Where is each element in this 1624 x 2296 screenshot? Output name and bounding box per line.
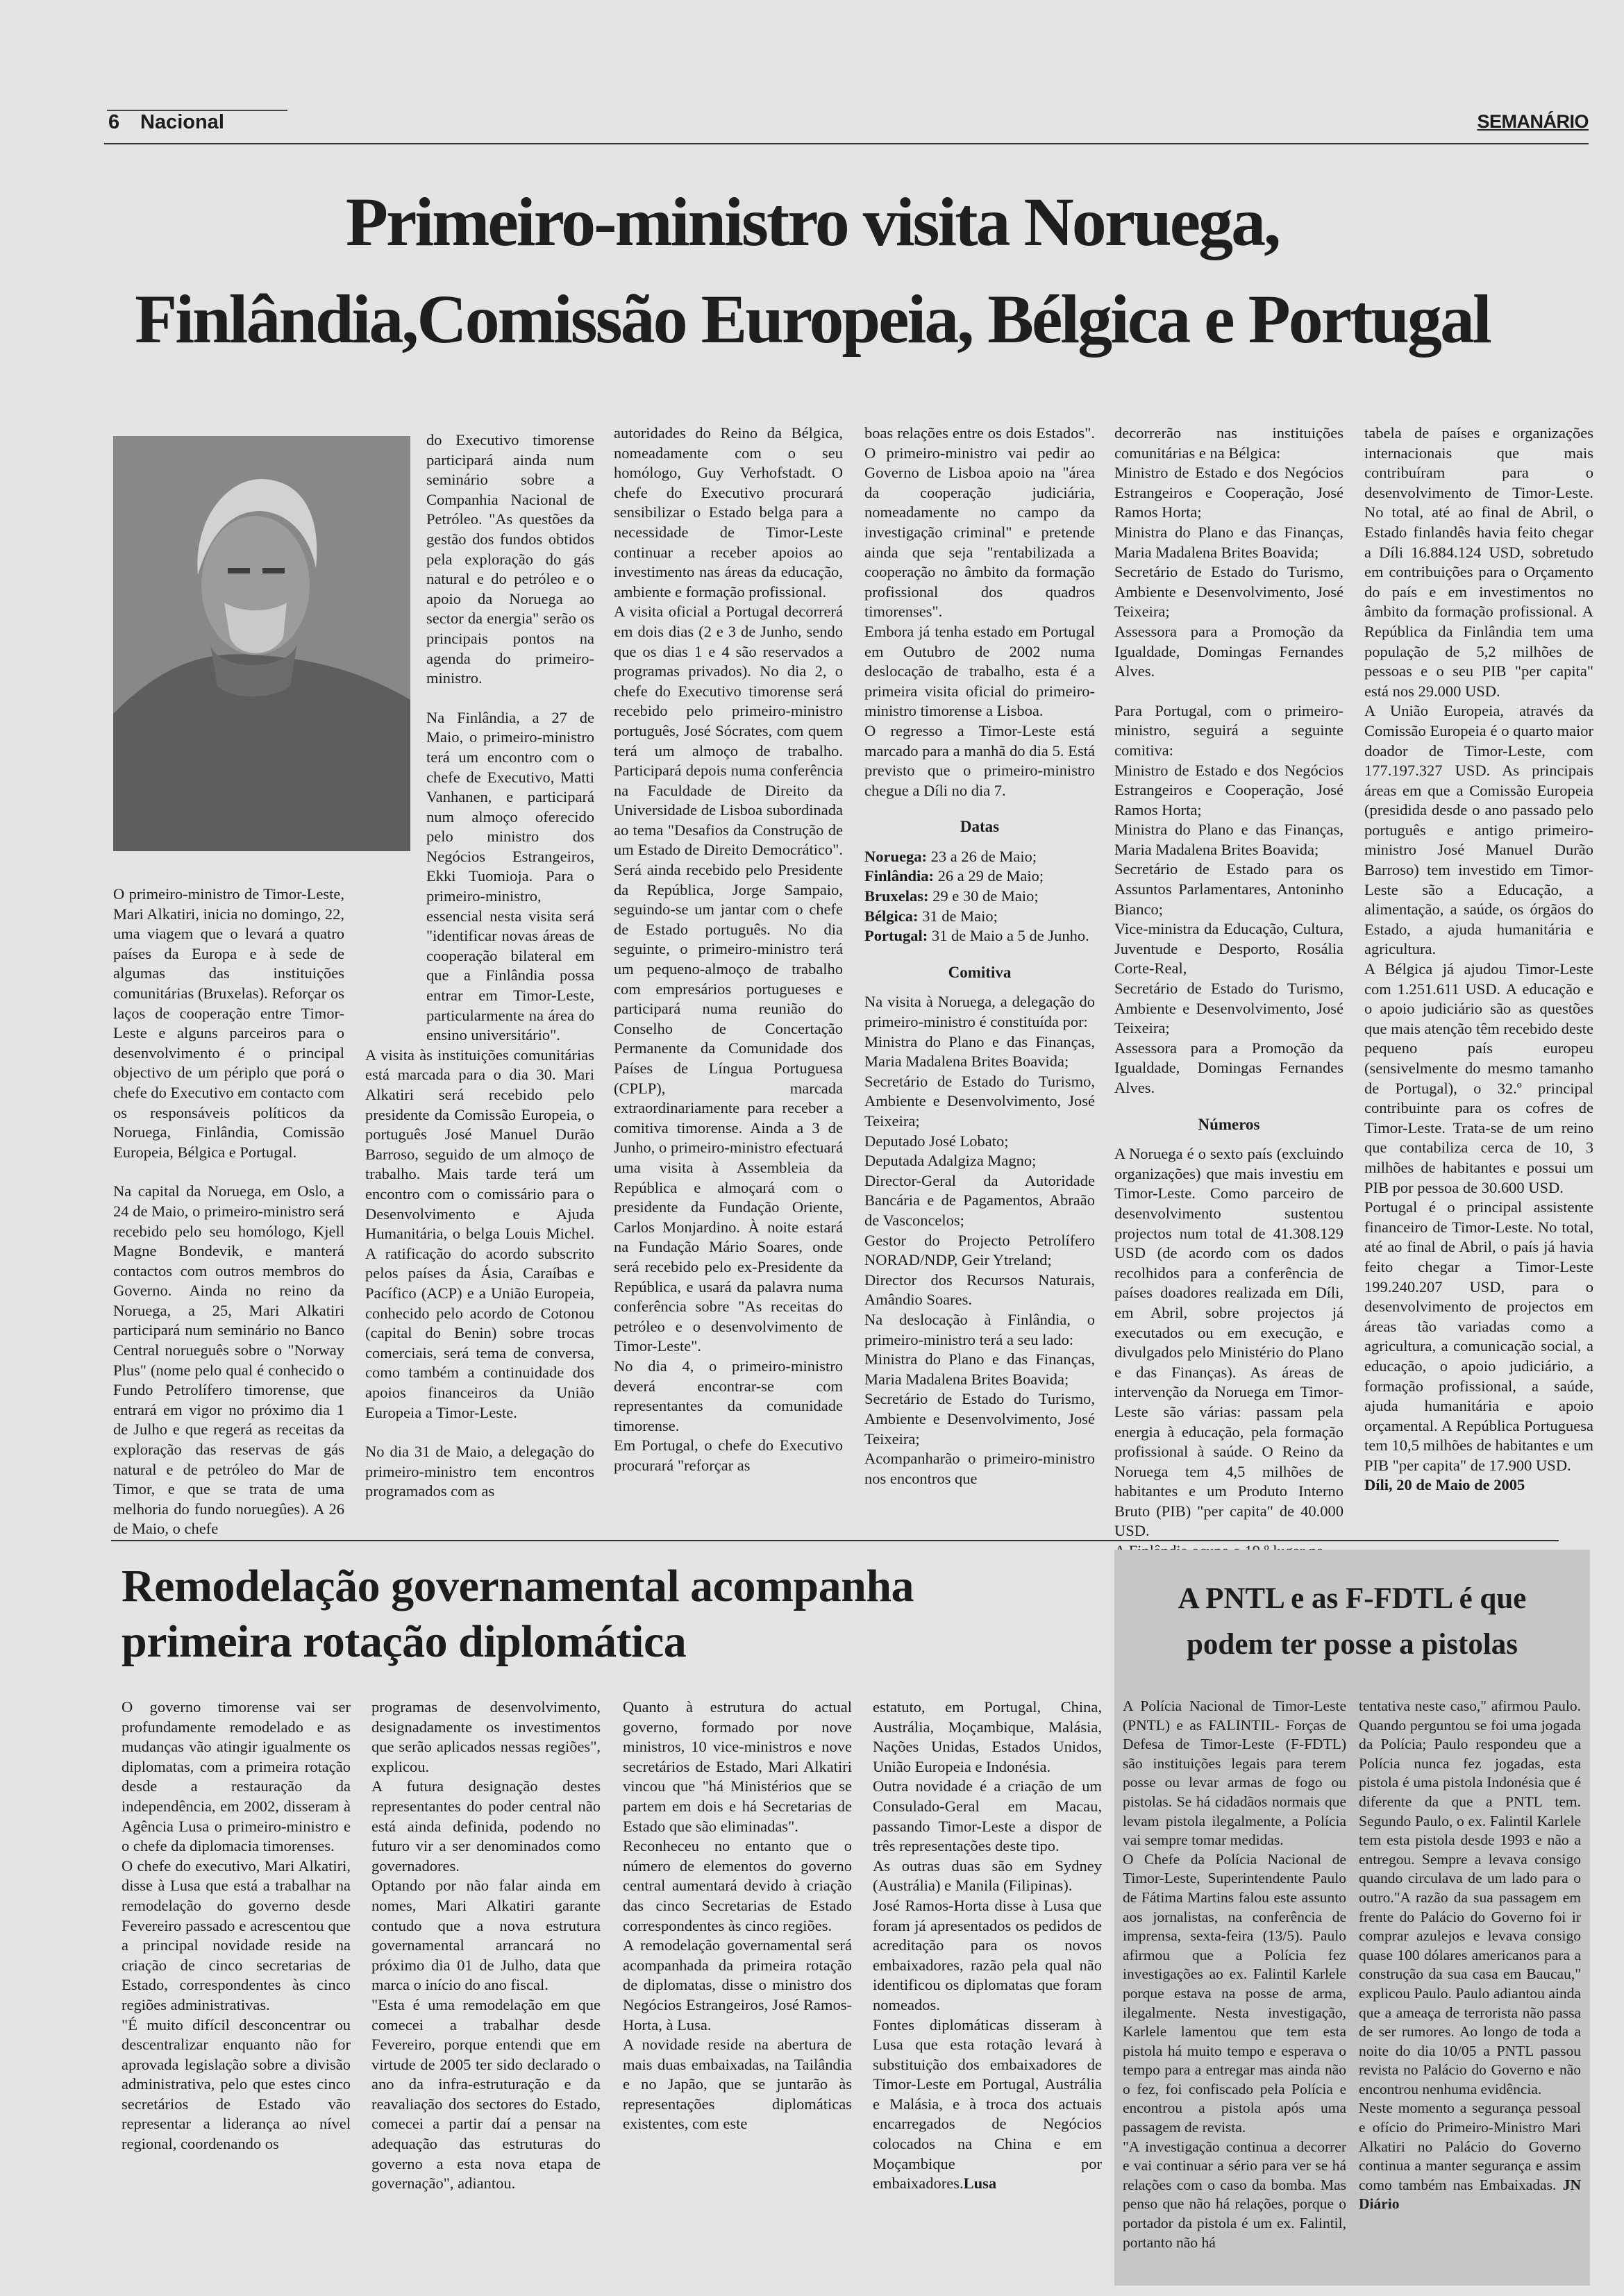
main-column-2	[365, 430, 594, 1502]
list-item: Director-Geral da Autoridade Bancária e de Pagamentos, Abraão de Vasconcelos;	[864, 1171, 1095, 1229]
boxed-article	[1114, 1550, 1590, 2286]
list-item: Deputada Adalgiza Magno;	[864, 1152, 1037, 1170]
list-item: Deputado José Lobato;	[864, 1132, 1009, 1150]
paragraph: A visita às instituições comunitárias está marcada para o dia 30. Mari Alkatiri será recebido pelo presidente da Comissão Europeia, o português José Manuel Durão Barroso, seguido de um almoço de trabalho. Mais tarde terá um encontro com o comissário para o Desenvolvimento e Ajuda Humanitária, o belga Louis Michel. A ratificação do acordo subscrito pelos países da Ásia, Caraíbas e Pacífico (ACP) e a União Europeia, conhecido pelo acordo de Cotonou (capital do Benin) sobre trocas comerciais, será tema de conversa, como também a continuidade dos apoios financeiros da União Europeia a Timor-Leste.	[365, 1046, 594, 1421]
section-divider	[111, 1540, 1559, 1541]
paragraph: A Bélgica já ajudou Timor-Leste com 1.251.611 USD. A educação e o apoio judiciário são as questões que mais atenção têm recebido deste pequeno país europeu (sensivelmente do mesmo tamanho de Portugal), o 32.º principal contribuinte para os cofres de Timor-Leste. Trata-se de um reino que contabiliza cerca de 10, 3 milhões de habitantes e possui um PIB por pessoa de 30.600 USD.	[1364, 960, 1593, 1196]
main-column-1	[113, 885, 344, 1539]
paragraph: No dia 31 de Maio, a delegação do primeiro-ministro tem encontros programados com as	[365, 1443, 594, 1500]
list-item: Vice-ministra da Educação, Cultura, Juventude e Desporto, Rosália Corte-Real,	[1114, 920, 1343, 978]
list-item: Assessora para a Promoção da Igualdade, Domingas Fernandes Alves.	[1114, 1039, 1343, 1096]
paragraph: As outras duas são em Sydney (Austrália) e Manila (Filipinas).	[873, 1857, 1102, 1895]
paragraph: tabela de países e organizações internacionais que mais contribuíram para o desenvolvimento de Timor-Leste. No total, até ao final de Abril, o Estado finlandês havia feito chegar a Díli 16.884.124 USD, sobretudo em contribuições para o Orçamento do país e em investimentos no âmbito da formação profissional. A República da Finlândia tem uma população de 5,2 milhões de pessoas e o seu PIB "per capita" está nos 29.000 USD.	[1364, 424, 1593, 700]
paragraph: Embora já tenha estado em Portugal em Outubro de 2002 numa deslocação de trabalho, esta é a primeira visita oficial do primeiro-ministro timorense a Lisboa.	[864, 622, 1095, 720]
main-column-5	[1114, 424, 1343, 1561]
paragraph: O regresso a Timor-Leste está marcado para a manhã do dia 5. Está previsto que o primeiro-ministro chegue a Díli no dia 7.	[864, 721, 1095, 799]
paragraph: Fontes diplomáticas disseram à Lusa que esta rotação levará à substituição dos embaixadores de Timor-Leste em Portugal, Austrália e Malásia, e à troca dos actuais encarregados de Negócios colocados na China e em Moçambique por embaixadores.Lusa	[873, 2016, 1102, 2193]
datas-item: Finlândia: 26 a 29 de Maio;	[864, 867, 1044, 885]
paragraph: Na capital da Noruega, em Oslo, a 24 de Maio, o primeiro-ministro será recebido pelo seu homólogo, Kjell Magne Bondevik, e manterá contactos com outros membros do Governo. Ainda no reino da Noruega, a 25, Mari Alkatiri participará num seminário no Banco Central norueguês sobre o "Norway Plus" (nome pelo qual é conhecido o Fundo Petrolífero timorense, que entrará em vigor no próximo dia 1 de Julho e que regerá as receitas da exploração das reservas de gás natural e de petróleo do Mar de Timor, e que se trata de uma melhoria do fundo noruegûes). A 26 de Maio, o chefe	[113, 1182, 344, 1538]
main-column-3	[614, 424, 843, 1475]
second-column-1	[122, 1698, 351, 2154]
paragraph: Na Finlândia, a 27 de Maio, o primeiro-ministro terá um encontro com o chefe de Executivo, Matti Vanhanen, e participará num almoço oferecido pelo ministro dos Negócios Estrangeiros, Ekki Tuomioja. Para o primeiro-ministro, essencial nesta visita será "identificar novas áreas de cooperação bilateral em que a Finlândia possa entrar em Timor-Leste, particularmente na área do ensino universitário".	[426, 708, 594, 1044]
paragraph: do Executivo timorense participará ainda num seminário sobre a Companhia Nacional de Petróleo. "As questões da gestão dos fundos obtidos pela exploração do gás natural e do petróleo e o apoio da Noruega ao sector da energia" serão os principais pontos na agenda do primeiro-ministro.	[426, 431, 594, 687]
paragraph: A visita oficial a Portugal decorrerá em dois dias (2 e 3 de Junho, sendo que os dias 1 e 4 são reservados a programas privados). No dia 2, o chefe do Executivo timorense será recebido pelo primeiro-ministro português, José Sócrates, com quem terá um almoço de trabalho. Participará depois numa conferência na Faculdade de Direito da Universidade de Lisboa subordinada ao tema "Desafios da Construção de um Estado de Direito Democrático". Será ainda recebido pelo Presidente da República, Jorge Sampaio, seguindo-se um jantar com o chefe de Estado português. No dia seguinte, o primeiro-ministro terá um pequeno-almoço de trabalho com empresários portugueses e participará numa reunião do Conselho de Concertação Permanente da Comunidade dos Países de Língua Portuguesa (CPLP), marcada extraordinariamente para receber a comitiva timorense. Ainda a 3 de Junho, o primeiro-ministro efectuará uma visita à Assembleia da República e almoçará com o presidente da Fundação Oriente, Carlos Monjardino. À noite estará na Fundação Mário Soares, onde será recebido pelo ex-Presidente da República, e usará da palavra numa conferência sobre "As receitas do petróleo e o desenvolvimento de Timor-Leste".	[614, 603, 843, 1355]
second-column-4	[873, 1698, 1102, 2194]
page-header	[104, 110, 1589, 144]
list-item: Secretário de Estado do Turismo, Ambiente e Desenvolvimento, José Teixeira;	[1114, 563, 1343, 621]
paragraph: Acompanharão o primeiro-ministro nos encontros que	[864, 1450, 1095, 1487]
box-headline-line2: podem ter posse a pistolas	[1186, 1628, 1518, 1661]
box-column-1	[1123, 1697, 1346, 2252]
paragraph: "A investigação continua a decorrer e vai continuar a sério para ver se há relações com o caso da bomba. Mas penso que não há relações, porque o portador da pistola é um ex. Falintil, portanto não há	[1123, 2138, 1346, 2251]
paragraph: Portugal é o principal assistente financeiro de Timor-Leste. No total, até ao final de Abril, o país já havia feito chegar a Timor-Leste 199.240.207 USD, para o desenvolvimento de projectos em áreas tão variadas como a agricultura, a comunicação social, a educação, o apoio judiciário, a formação profissional, a saúde, ajuda humanitária e apoio orçamental. A República Portuguesa tem 10,5 milhões de habitantes e um PIB "per capita" de 17.900 USD.	[1364, 1198, 1593, 1474]
paragraph: A Polícia Nacional de Timor-Leste (PNTL) e as FALINTIL- Forças de Defesa de Timor-Leste (F-FDTL) são instituições legais para terem posse ou levar armas de fogo ou pistolas. Se há cidadãos normais que levam pistola ilegalmente, a Polícia vai sempre tomar medidas.	[1123, 1698, 1346, 1849]
paragraph: José Ramos-Horta disse à Lusa que foram já apresentados os pedidos de acreditação para os novos embaixadores, razão pela qual não identificou os diplomatas que foram nomeados.	[873, 1896, 1102, 2013]
box-headline-line1: A PNTL e as F-FDTL é que	[1178, 1582, 1527, 1615]
paragraph: decorrerão nas instituições comunitárias e na Bélgica:	[1114, 424, 1343, 462]
second-headline-line1: Remodelação governamental acompanha	[122, 1561, 914, 1611]
list-item: Assessora para a Promoção da Igualdade, Domingas Fernandes Alves.	[1114, 622, 1343, 680]
paragraph: O Chefe da Polícia Nacional de Timor-Leste, Superintendente Paulo de Fátima Martins falou este assunto aos jornalistas, na conferência de imprensa, sexta-feira (13/5). Paulo afirmou que a Polícia fez investigações ao ex. Falintil Karlele porque estava na posse de arma, ilegalmente. Nesta investigação, Karlele lamentou que tem esta pistola há muito tempo e esperava o tempo para a entregar mas ainda não o fez, foi confiscado pela Polícia e encontrou a pistola após uma passagem de revista.	[1123, 1850, 1346, 2136]
paragraph: A Noruega é o sexto país (excluindo organizações) que mais investiu em Timor-Leste. Como parceiro de desenvolvimento sustentou projectos num total de 41.308.129 USD (de acordo com os dados recolhidos para a conferência de países doadores realizada em Díli, em Abril, sobre projectos já executados ou em execução, e divulgados pelo Ministério do Plano e das Finanças). As áreas de intervenção da Noruega em Timor-Leste são várias: passam pela energia à educação, pela formação profissional à saúde. O Reino da Noruega tem 4,5 milhões de habitantes e um Produto Interno Bruto (PIB) "per capita" de 40.000 USD.	[1114, 1145, 1343, 1540]
paragraph: A novidade reside na abertura de mais duas embaixadas, na Tailândia e no Japão, que se juntarão às representações diplomáticas existentes, com este	[623, 2036, 852, 2133]
list-item: Secretário de Estado para os Assuntos Parlamentares, Antoninho Bianco;	[1114, 860, 1343, 918]
list-item: Ministra do Plano e das Finanças, Maria Madalena Brites Boavida;	[1114, 523, 1343, 561]
paragraph: O primeiro-ministro de Timor-Leste, Mari Alkatiri, inicia no domingo, 22, uma viagem que o levará a quatro países da Europa e à sede de algumas das instituições comunitárias (Bruxelas). Reforçar os laços de cooperação entre Timor-Leste e alguns parceiros para o desenvolvimento é o principal objectivo de um périplo que porá o chefe do Executivo em contacto com os responsáveis políticos da Noruega, Finlândia, Comissão Europeia, Bélgica e Portugal.	[113, 885, 344, 1161]
second-column-2	[371, 1698, 601, 2194]
list-item: Ministra do Plano e das Finanças, Maria Madalena Brites Boavida;	[864, 1032, 1095, 1071]
paragraph: Quanto à estrutura do actual governo, formado por nove ministros, 10 vice-ministros e nove secretários de Estado, Mari Alkatiri vincou que "há Ministérios que se partem em dois e há Secretarias de Estado que são eliminadas".	[623, 1698, 852, 1835]
paragraph: programas de desenvolvimento, designadamente os investimentos que serão aplicados nessas regiões", explicou.	[371, 1698, 601, 1775]
datas-item: Noruega: 23 a 26 de Maio;	[864, 847, 1037, 865]
page-number: 6	[108, 111, 120, 133]
paragraph: autoridades do Reino da Bélgica, nomeadamente com o seu homólogo, Guy Verhofstadt. O chefe do Executivo procurará sensibilizar o Estado belga para a necessidade de Timor-Leste continuar a receber apoios ao investimento nas áreas da educação, ambiente e formação profissional.	[614, 424, 843, 601]
main-headline	[90, 174, 1534, 368]
paragraph: O chefe do executivo, Mari Alkatiri, disse à Lusa que está a trabalhar na remodelação do governo desde Fevereiro passado e acrescentou que a principal novidade reside na criação de cinco secretarias de Estado, correspondentes às cinco regiões administrativas.	[122, 1857, 351, 2013]
list-item: Gestor do Projecto Petrolífero NORAD/NDP, Geir Ytreland;	[864, 1231, 1095, 1269]
list-item: Ministra do Plano e das Finanças, Maria Madalena Brites Boavida;	[864, 1350, 1095, 1388]
second-column-3	[623, 1698, 852, 2134]
paragraph: Reconheceu no entanto que o número de elementos do governo central aumentará devido à criação das cinco Secretarias de Estado correspondentes às cinco regiões.	[623, 1837, 852, 1934]
byline: JN Diário	[1359, 2176, 1582, 2213]
list-item: Secretário de Estado do Turismo, Ambiente e Desenvolvimento, José Teixeira;	[864, 1072, 1095, 1130]
datas-list	[864, 847, 1095, 946]
paragraph: "Esta é uma remodelação em que comecei a trabalhar desde Fevereiro, porque entendi que em virtude de 2005 ter sido declarado o ano da infra-estruturação e da reavaliação dos sectores do Estado, comecei a partir daí a pensar na adequação das estruturas do governo a esta nova etapa de governação", adiantou.	[371, 1995, 601, 2193]
dateline: Díli, 20 de Maio de 2005	[1364, 1476, 1525, 1494]
second-headline-line2: primeira rotação diplomática	[122, 1616, 687, 1667]
paragraph: Na deslocação à Finlândia, o primeiro-ministro terá a seu lado:	[864, 1310, 1095, 1348]
paragraph: A União Europeia, através da Comissão Europeia é o quarto maior doador de Timor-Leste, com 177.197.327 USD. As principais áreas em que a Comissão Europeia (presidida desde o ano passado pelo português e antigo primeiro-ministro José Manuel Durão Barroso) tem investido em Timor-Leste são a Educação, a alimentação, a saúde, os órgãos do Estado, a ajuda humanitária e agricultura.	[1364, 702, 1593, 958]
main-column-4	[864, 424, 1095, 1489]
paragraph: Na visita à Noruega, a delegação do primeiro-ministro é constituída por:	[864, 993, 1095, 1031]
datas-item: Bélgica: 31 de Maio;	[864, 907, 998, 925]
list-item: Secretário de Estado do Turismo, Ambiente e Desenvolvimento, José Teixeira;	[1114, 980, 1343, 1037]
paragraph: No dia 4, o primeiro-ministro deverá encontrar-se com representantes da comunidade timorense.	[614, 1357, 843, 1434]
datas-item: Bruxelas: 29 e 30 de Maio;	[864, 887, 1039, 905]
paragraph: tentativa neste caso," afirmou Paulo. Quando perguntou se foi uma jogada da Polícia; Paulo respondeu que a Polícia nunca fez jogadas, esta pistola é uma pistola Indonésia que é diferente da que a PNTL tem. Segundo Paulo, o ex. Falintil Karlele tem esta pistola desde 1993 e não a entregou. Sempre a levava consigo quando circulava de um lado para o outro."A razão da sua passagem em frente do Palácio do Governo foi ir comprar azulejos e levava consigo quase 100 dólares americanos para a construção da sua casa em Baucau," explicou Paulo. Paulo adiantou ainda que a ameaça de terrorista não passa de ser rumores. Ao longo de toda a noite do dia 10/05 a PNTL passou revista no Palácio do Governo e não encontrou nenhuma evidência.	[1359, 1698, 1581, 2097]
paragraph: A futura designação destes representantes do poder central não está ainda definida, podendo no futuro vir a ser denominados como governadores.	[371, 1777, 601, 1875]
main-headline-line2: Finlândia,Comissão Europeia, Bélgica e Portugal	[135, 280, 1490, 358]
datas-item: Portugal: 31 de Maio a 5 de Junho.	[864, 927, 1089, 945]
paragraph: A remodelação governamental será acompanhada da primeira rotação de diplomatas, disse o ministro dos Negócios Estrangeiros, José Ramos-Horta, à Lusa.	[623, 1936, 852, 2034]
second-headline	[122, 1559, 1114, 1670]
numeros-heading: Números	[1198, 1115, 1260, 1133]
paragraph: O governo timorense vai ser profundamente remodelado e as mudanças vão atingir igualmente os diplomatas, com a primeira rotação desde a restauração da independência, em 2002, disseram à Agência Lusa o primeiro-ministro e o chefe da diplomacia timorenses.	[122, 1698, 351, 1855]
list-item: Director dos Recursos Naturais, Amândio Soares.	[864, 1271, 1095, 1309]
box-column-2	[1359, 1697, 1581, 2214]
datas-heading: Datas	[960, 818, 1000, 836]
paragraph: Optando por não falar ainda em nomes, Mari Alkatiri garante contudo que a nova estrutura governamental arrancará no próximo dia 01 de Julho, data que marca o início do ano fiscal.	[371, 1877, 601, 1994]
paragraph: Neste momento a segurança pessoal e ofício do Primeiro-Ministro Mari Alkatiri no Palácio do Governo continua a manter segurança e assim como também nas Embaixadas. JN Diário	[1359, 2100, 1582, 2213]
paragraph: Para Portugal, com o primeiro-ministro, seguirá a seguinte comitiva:	[1114, 701, 1343, 759]
paragraph: Em Portugal, o chefe do Executivo procurará "reforçar as	[614, 1436, 843, 1474]
list-item: Ministra do Plano e das Finanças, Maria Madalena Brites Boavida;	[1114, 821, 1343, 858]
paragraph: boas relações entre os dois Estados". O primeiro-ministro vai pedir ao Governo de Lisboa apoio na "área da cooperação judiciária, nomeadamente no campo da investigação criminal" e pretende ainda que seja "rentabilizada a cooperação no âmbito da formação profissional dos quadros timorenses".	[864, 424, 1095, 621]
main-column-6	[1364, 424, 1593, 1495]
section-name: Nacional	[140, 111, 224, 133]
paragraph: "É muito difícil desconcentrar ou descentralizar enquanto não for aprovada legislação sobre a divisão administrativa, pelo que estes cinco secretários de Estado vão representar a liderança ao nível regional, coordenando os	[122, 2016, 351, 2153]
comitiva-heading: Comitiva	[948, 963, 1012, 981]
paragraph: Outra novidade é a criação de um Consulado-Geral em Macau, passando Timor-Leste a dispor de três representações deste tipo.	[873, 1777, 1102, 1855]
main-headline-line1: Primeiro-ministro visita Noruega,	[345, 183, 1280, 260]
list-item: Secretário de Estado do Turismo, Ambiente e Desenvolvimento, José Teixeira;	[864, 1390, 1095, 1448]
byline: Lusa	[963, 2175, 997, 2193]
list-item: Ministro de Estado e dos Negócios Estrangeiros e Cooperação, José Ramos Horta;	[1114, 464, 1343, 521]
paragraph: estatuto, em Portugal, China, Austrália, Moçambique, Malásia, Nações Unidas, Estados Unidos, União Europeia e Indonésia.	[873, 1698, 1102, 1775]
list-item: Ministro de Estado e dos Negócios Estrangeiros e Cooperação, José Ramos Horta;	[1114, 761, 1343, 819]
publication-name: SEMANÁRIO	[1477, 111, 1589, 132]
box-headline	[1114, 1576, 1590, 1668]
